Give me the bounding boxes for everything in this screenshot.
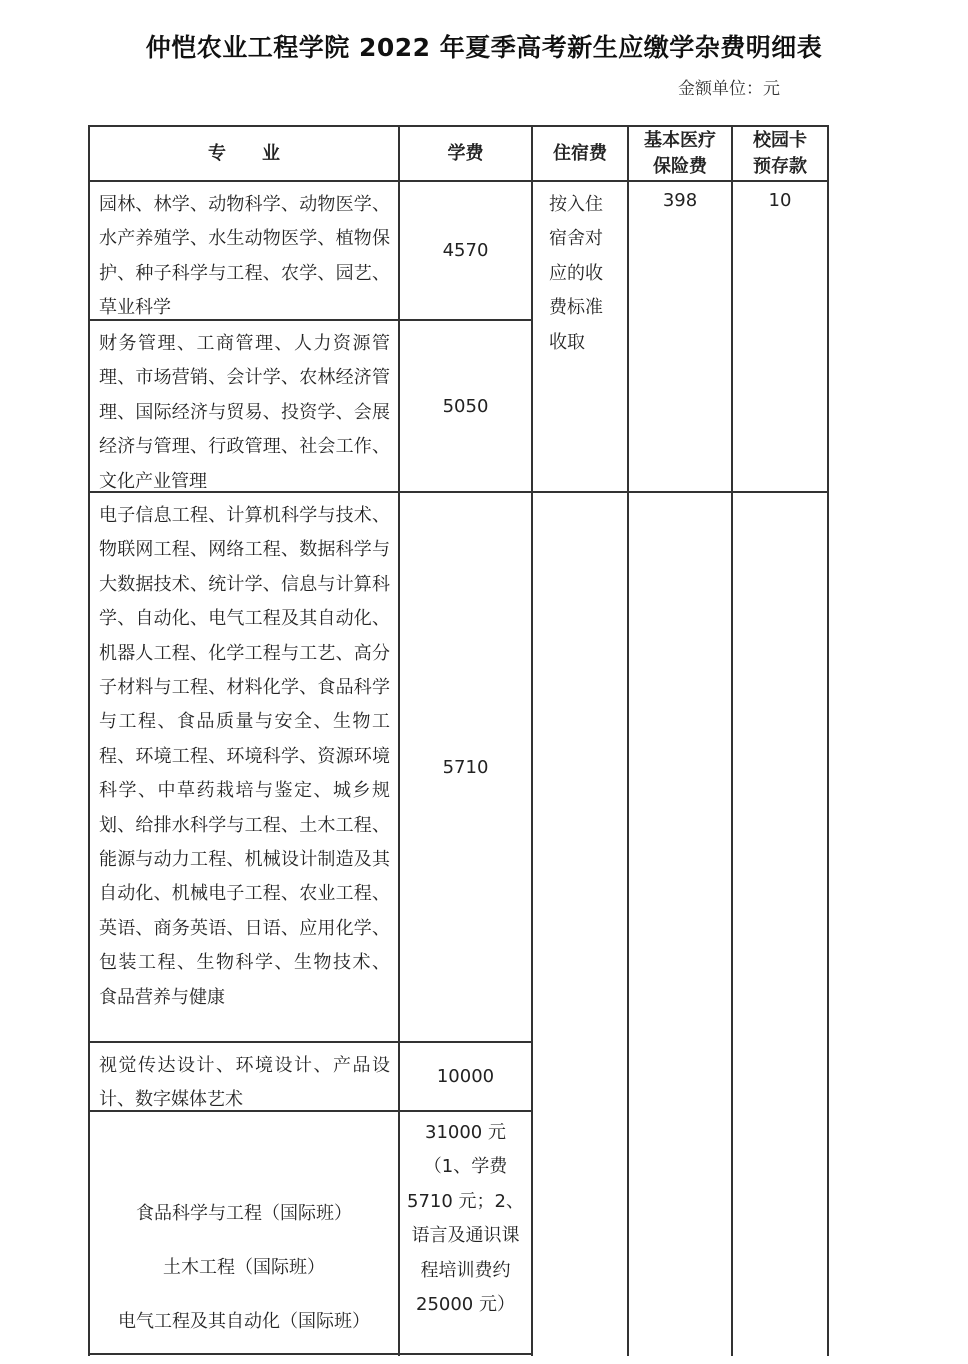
- majors-economics-management: 财务管理、工商管理、人力资源管理、市场营销、会计学、农林经济管理、国际经济与贸易、投资学、会展经济与管理、行政管理、社会工作、文化产业管理: [99, 333, 390, 492]
- header-accommodation: 住宿费: [553, 142, 607, 164]
- international-major: 土木工程（国际班）: [163, 1257, 325, 1278]
- international-major: 食品科学与工程（国际班）: [136, 1203, 352, 1224]
- header-major: 专 业: [208, 142, 280, 164]
- header-campus-card: 校园卡预存款: [753, 129, 807, 177]
- international-major: 电气工程及其自动化（国际班）: [118, 1311, 370, 1332]
- tuition-economics-management: 5050: [442, 395, 489, 417]
- majors-agriculture: 园林、林学、动物科学、动物医学、水产养殖学、水生动物医学、植物保护、种子科学与工程、农学、园艺、草业科学: [99, 194, 390, 319]
- tuition-engineering-science: 5710: [442, 756, 489, 778]
- accommodation-note: [533, 182, 627, 491]
- majors-art-design: 视觉传达设计、环境设计、产品设计、数字媒体艺术: [99, 1055, 390, 1111]
- tuition-international: 31000 元（1、学费 5710 元；2、语言及通识课程培训费约 25000 元）: [407, 1122, 524, 1316]
- accommodation-note-text: 按入住宿舍对应的收费标准收取: [549, 194, 603, 353]
- table-border-right: [827, 125, 829, 1356]
- amount-unit-note: 金额单位：元: [678, 79, 780, 99]
- header-tuition: 学费: [447, 142, 484, 164]
- insurance-fee: 398: [662, 190, 698, 211]
- majors-international: [90, 1112, 398, 1353]
- campus-card-fee: 10: [768, 190, 792, 211]
- majors-engineering-science: 电子信息工程、计算机科学与技术、物联网工程、网络工程、数据科学与大数据技术、统计学、信息与计算科学、自动化、电气工程及其自动化、机器人工程、化学工程与工艺、高分子材料与工程、材料化学、食品科学与工程、食品质量与安全、生物工程、环境工程、环境科学、资源环境科学、中草药栽培与鉴定、城乡规划、给排水科学与工程、土木工程、能源与动力工程、机械设计制造及其自动化、机械电子工程、农业工程、英语、商务英语、日语、应用化学、包装工程、生物科学、生物技术、 食品营养与健康: [99, 505, 390, 1008]
- tuition-art-design: 10000: [436, 1066, 495, 1087]
- fee-table: [88, 125, 829, 1356]
- document-title: 仲恺农业工程学院 2022 年夏季高考新生应缴学杂费明细表: [145, 33, 823, 62]
- tuition-agriculture: 4570: [442, 240, 489, 261]
- header-insurance: 基本医疗保险费: [644, 129, 716, 177]
- table-border-bottom: [88, 1353, 532, 1355]
